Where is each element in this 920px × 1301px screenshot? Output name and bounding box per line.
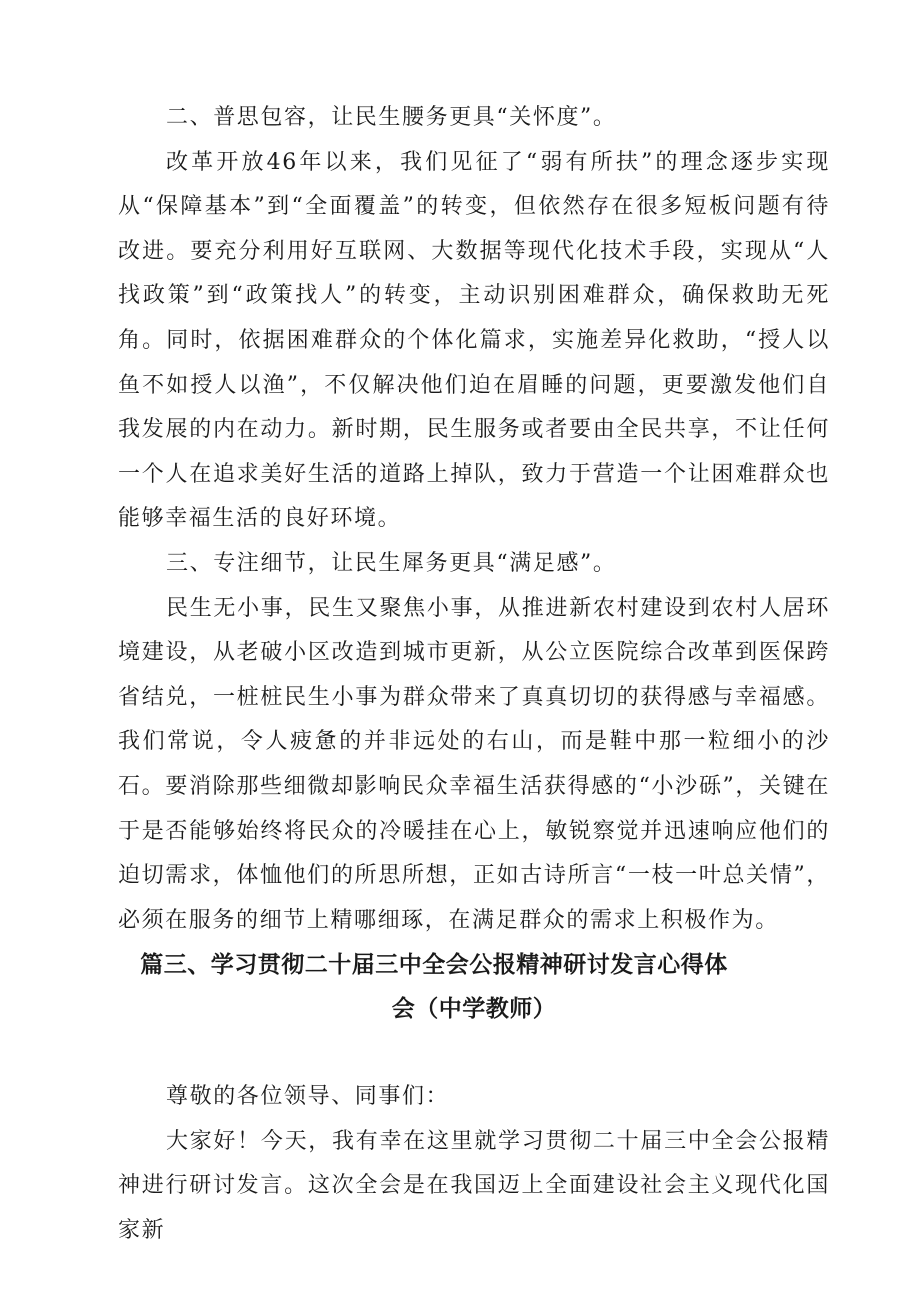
article-title — [118, 943, 830, 1031]
opening-paragraph: 大家好！今天，我有幸在这里就学习贯彻二十届三中全会公报精神进行研讨发言。这次全会是在我国迈上全面建设社会主义现代化国家新 — [118, 1128, 830, 1244]
article-title-line-2: 会（中学教师） — [391, 996, 557, 1023]
article-title-line-1: 篇三、学习贯彻二十届三中全会公报精神研讨发言心得体 — [140, 952, 728, 979]
document-page — [118, 96, 830, 1254]
section-heading-3: 三、专注细节，让民生犀务更具“满足感”。 — [166, 550, 617, 576]
section-heading-2: 二、普思包容，让民生腰务更具“关怀度”。 — [166, 105, 617, 130]
section-paragraph-2: 改革开放46年以来，我们见征了“弱有所扶”的理念逐步实现从“保障基本”到“全面覆盖”的转变，但依然存在很多短板问题有待改进。要充分利用好互联网、大数据等现代化技术手段，实现从“人找政策”到“政策找人”的转变，主动识别困难群众，确保救助无死角。同时，依据困难群众的个体化篇求，实施差异化救助，“授人以鱼不如授人以渔”，不仅解决他们迫在眉睡的问题，更要激发他们自我发展的内在动力。新时期，民生服务或者要由全民共享，不让任何一个人在追求美好生活的道路上掉队，致力于营造一个让困难群众也能够幸福生活的良好环境。 — [118, 149, 830, 532]
salutation: 尊敬的各位领导、同事们： — [166, 1084, 450, 1110]
section-paragraph-3: 民生无小事，民生又聚焦小事，从推进新农村建设到农村人居环境建设，从老破小区改造到城市更新，从公立医院综合改革到医保跨省结兑，一桩桩民生小事为群众带来了真真切切的获得感与幸福感。我们常说，令人疲惫的并非远处的右山，而是鞋中那一粒细小的沙石。要消除那些细微却影响民众幸福生活获得感的“小沙砾”，关键在于是否能够始终将民众的冷暖挂在心上，敏锐察觉并迅速响应他们的迫切需求，体恤他们的所思所想，正如古诗所言“一枝一叶总关情”，必须在服务的细节上精哪细琢，在满足群众的需求上积极作为。 — [118, 595, 830, 933]
blank-line — [118, 1031, 830, 1075]
